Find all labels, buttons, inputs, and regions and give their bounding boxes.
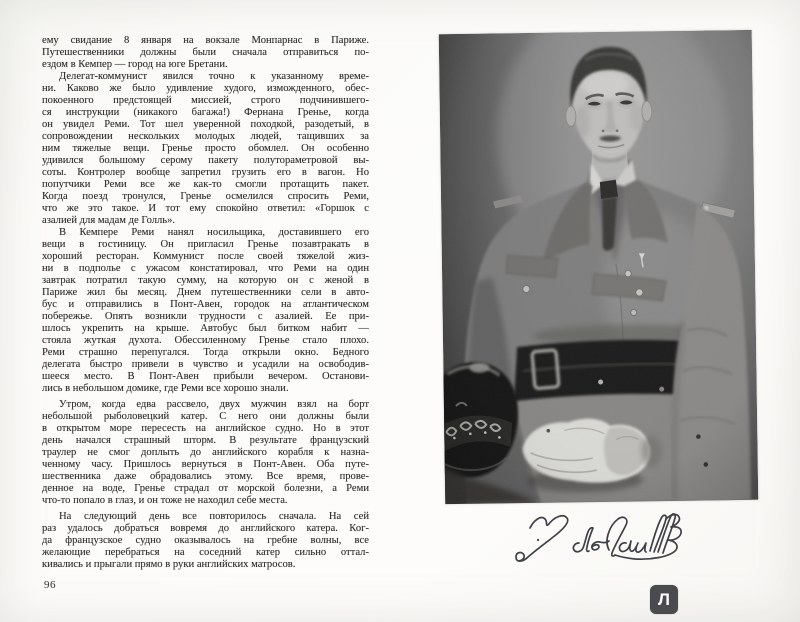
- text-line: кивались и прыгали прямо в руки английских матросов.: [42, 559, 296, 570]
- text-line: вещи в гостиницу. Он пригласил Гренье позавтракать в: [42, 239, 369, 250]
- text-line: хороший ресторан. Коммунист после своей тяжелой жиз-: [42, 251, 369, 262]
- text-line: желающие перебраться на соседний катер сильно оттал-: [42, 547, 369, 558]
- text-line: да французское судно оказывалось на гребне волны, все: [42, 535, 369, 546]
- text-line: Делегат-коммунист явился точно к указанному време-: [59, 71, 369, 82]
- text-line: лись в небольшом домике, где Реми все хорошо знали.: [42, 383, 289, 394]
- text-line: Париже жил бы месяц. Днем путешественники сели в авто-: [42, 287, 369, 298]
- text-line: покоенного предстоящей миссией, строго подчинившего-: [42, 95, 369, 106]
- degaulle-portrait-photo: [439, 30, 759, 504]
- text-line: ездом в Кемпер — город на юге Бретани.: [42, 59, 228, 70]
- text-line: Путешественники должны были сначала отправиться по-: [42, 47, 369, 58]
- text-line: сопровождении нескольких молодых людей, тащивших за: [42, 131, 369, 142]
- paragraph: [42, 399, 369, 507]
- page-number: 96: [44, 579, 56, 591]
- text-line: ним тяжелые вещи. Гренье просто обомлел. Он особенно: [42, 143, 369, 154]
- labirint-watermark-badge: [650, 585, 678, 614]
- text-line: в открытом море пересесть на английское судно. Но в этот: [42, 423, 369, 434]
- text-line: Утром, когда едва рассвело, двух мужчин взял на борт: [59, 399, 369, 410]
- text-line: В Кемпере Реми нанял носильщика, доставившего его: [59, 227, 369, 238]
- text-line: что же это такое. И тот ему спокойно ответил: «Горшок с: [42, 203, 369, 214]
- text-line: траулер не смог доплыть до английского корабля к назна-: [42, 447, 369, 458]
- text-line: ни. Каково же было удивление худого, изможденного, обес-: [42, 83, 369, 94]
- text-line: он увидел Реми. Тот шел уверенной походкой, разодетый, в: [42, 119, 369, 130]
- text-line: удивился большому серому пакету полутораметровой вы-: [42, 155, 369, 166]
- text-line: шественника даже обрадовались этому. Все время, прове-: [42, 471, 369, 482]
- paragraph: [42, 71, 369, 227]
- paragraph: [42, 511, 369, 571]
- text-line: шлось укрепить на крыше. Автобус был битком набит —: [42, 323, 369, 334]
- degaulle-signature: [500, 505, 700, 585]
- text-line: денное на воде, Гренье страдал от морской болезни, а Реми: [42, 483, 369, 494]
- text-line: делегата быстро привели в чувство и усадили на освободив-: [42, 359, 369, 370]
- text-line: завтрак потратил такую сумму, на которую он с женой в: [42, 275, 369, 286]
- text-line: ченному часу. Пришлось вернуться в Понт-Авен. Оба путе-: [42, 459, 369, 470]
- text-line: день начался страшный шторм. В результате французский: [42, 435, 369, 446]
- text-line: попутчики Реми все же как-то смогли протащить пакет.: [42, 179, 369, 190]
- text-line: ни в подполье с ужасом констатировал, что Реми на один: [42, 263, 369, 274]
- watermark-letter: Л: [658, 590, 670, 609]
- text-line: бус и отправились в Понт-Авен, городок на атлантическом: [42, 299, 369, 310]
- photo-grain: [439, 30, 759, 504]
- paragraph: [42, 35, 369, 71]
- text-line: что-то попало в глаз, и он тоже не находил себе места.: [42, 495, 288, 506]
- text-line: На следующий день все повторилось сначала. На сей: [59, 511, 369, 522]
- text-line: ся инструкции (никакого багажа!) Фернана Гренье, когда: [42, 107, 369, 118]
- text-line: азалией для мадам де Голль».: [42, 215, 176, 226]
- page-text: [42, 35, 369, 571]
- text-line: побережье. Опять возникли трудности с азалией. Ее при-: [42, 311, 369, 322]
- text-line: Реми страшно перепугался. Тогда открыли окно. Бедного: [42, 347, 369, 358]
- degaulle-portrait-svg: [439, 30, 759, 504]
- signature-svg: [500, 505, 700, 585]
- text-line: соты. Контролер вообще запретил грузить его в вагон. Но: [42, 167, 369, 178]
- text-line: раз удалось добраться вовремя до английского катера. Ког-: [42, 523, 369, 534]
- text-line: небольшой рыболовецкий катер. С него они должны были: [42, 411, 369, 422]
- text-line: шееся место. В Понт-Авен прибыли вечером. Останови-: [42, 371, 369, 382]
- text-line: Когда поезд тронулся, Гренье осмелился спросить Реми,: [42, 191, 369, 202]
- text-line: стояла жуткая духота. Обессиленному Гренье стало плохо.: [42, 335, 369, 346]
- paragraph: [42, 227, 369, 395]
- text-line: ему свидание 8 января на вокзале Монпарнас в Париже.: [42, 35, 369, 46]
